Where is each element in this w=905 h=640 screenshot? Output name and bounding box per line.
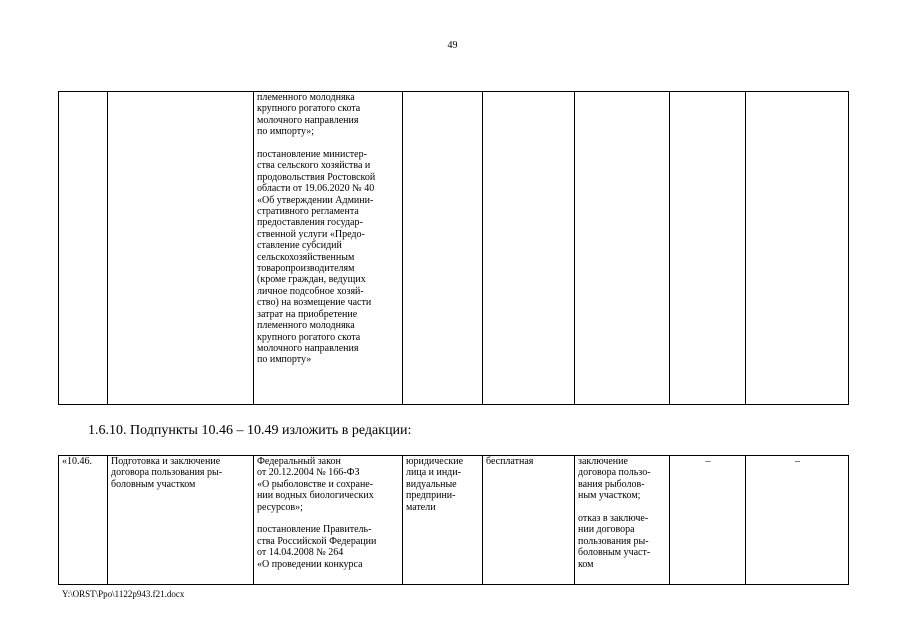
text-line: договора пользо- <box>578 467 651 479</box>
text-line: продовольствия Ростовской <box>257 171 376 183</box>
continuation-table <box>58 91 849 405</box>
table-cell-payment <box>483 92 575 405</box>
text-line: личное подсобное хозяй- <box>257 285 364 297</box>
table-cell-col8 <box>670 92 746 405</box>
text-line: отказ в заключе- <box>578 513 649 525</box>
table-cell-legal-basis <box>254 92 403 405</box>
text-line: «О проведении конкурса <box>257 558 363 570</box>
text-line: боловным участком <box>111 478 196 490</box>
table-cell-result <box>575 456 670 585</box>
table-cell-result <box>575 92 670 405</box>
services-table <box>58 455 849 585</box>
table-cell-service <box>108 92 254 405</box>
text-line: области от 19.06.2020 № 40 <box>257 183 375 195</box>
table-cell-number <box>59 456 108 585</box>
table-cell-col9 <box>746 456 849 585</box>
text-line: ства Российской Федерации <box>257 535 377 547</box>
text-line: лица и инди- <box>406 467 461 479</box>
text-line: товаропроизводителям <box>257 263 355 275</box>
text-line: крупного рогатого скота <box>257 331 361 343</box>
text-line: «Об утверждении Админи- <box>257 194 374 206</box>
table-cell-col8 <box>670 456 746 585</box>
text-line: Федеральный закон <box>257 456 341 467</box>
text-line: договора пользования ры- <box>111 467 223 479</box>
text-line: «О рыболовстве и сохране- <box>257 478 374 490</box>
text-line: юридические <box>406 456 464 467</box>
text-line: предоставления государ- <box>257 217 363 229</box>
table-cell-payment <box>483 456 575 585</box>
text-line: молочного направления <box>257 114 359 126</box>
text-line: сельскохозяйственным <box>257 251 355 263</box>
section-heading: 1.6.10. Подпункты 10.46 – 10.49 изложить в редакции: <box>88 423 412 438</box>
dash-value: – <box>705 456 711 467</box>
text-line: стративного регламента <box>257 206 359 218</box>
text-line: племенного молодняка <box>257 320 355 332</box>
text-line: ресурсов»; <box>257 501 303 513</box>
footer-file-path: Y:\ORST\Ppo\1122p943.f21.docx <box>62 589 185 599</box>
table-cell-number <box>59 92 108 405</box>
text-line: ство) на возмещение части <box>257 297 372 309</box>
text-line: видуальные <box>406 478 457 490</box>
text-line: пользования ры- <box>578 535 649 547</box>
text-line: (кроме граждан, ведущих <box>257 274 366 286</box>
text-line: Подготовка и заключение <box>111 456 221 467</box>
text-line: молочного направления <box>257 342 359 354</box>
text-line: заключение <box>578 456 628 467</box>
page-number: 49 <box>447 40 458 51</box>
text-line: племенного молодняка <box>257 92 355 103</box>
text-line: от 14.04.2008 № 264 <box>257 547 344 559</box>
text-line: предприни- <box>406 490 456 502</box>
text-line: затрат на приобретение <box>257 308 358 320</box>
text-line: боловным участ- <box>578 547 651 559</box>
dash-value: – <box>795 456 800 467</box>
table-cell-legal-basis <box>254 456 403 585</box>
text-line: бесплатная <box>486 456 534 467</box>
text-line: нии водных биологических <box>257 490 374 502</box>
item-number: «10.46. <box>62 456 92 467</box>
table-row <box>59 456 849 585</box>
text-line: вания рыболов- <box>578 478 645 490</box>
table-cell-applicants <box>403 92 483 405</box>
table-cell-col9 <box>746 92 849 405</box>
text-line: ком <box>578 558 594 570</box>
text-line: нии договора <box>578 524 635 536</box>
text-line: ственной услуги «Предо- <box>257 228 365 240</box>
text-line: ным участком; <box>578 490 641 502</box>
table-cell-service <box>108 456 254 585</box>
text-line: крупного рогатого скота <box>257 103 361 115</box>
table-row <box>59 92 849 405</box>
text-line: ставление субсидий <box>257 240 342 252</box>
text-line: от 20.12.2004 № 166-ФЗ <box>257 467 360 479</box>
text-line: матели <box>406 501 436 513</box>
text-line: по импорту» <box>257 354 312 366</box>
text-line: постановление Правитель- <box>257 524 372 536</box>
table-cell-applicants <box>403 456 483 585</box>
text-line: постановление министер- <box>257 149 367 161</box>
text-line: ства сельского хозяйства и <box>257 160 371 172</box>
text-line: по импорту»; <box>257 126 315 138</box>
